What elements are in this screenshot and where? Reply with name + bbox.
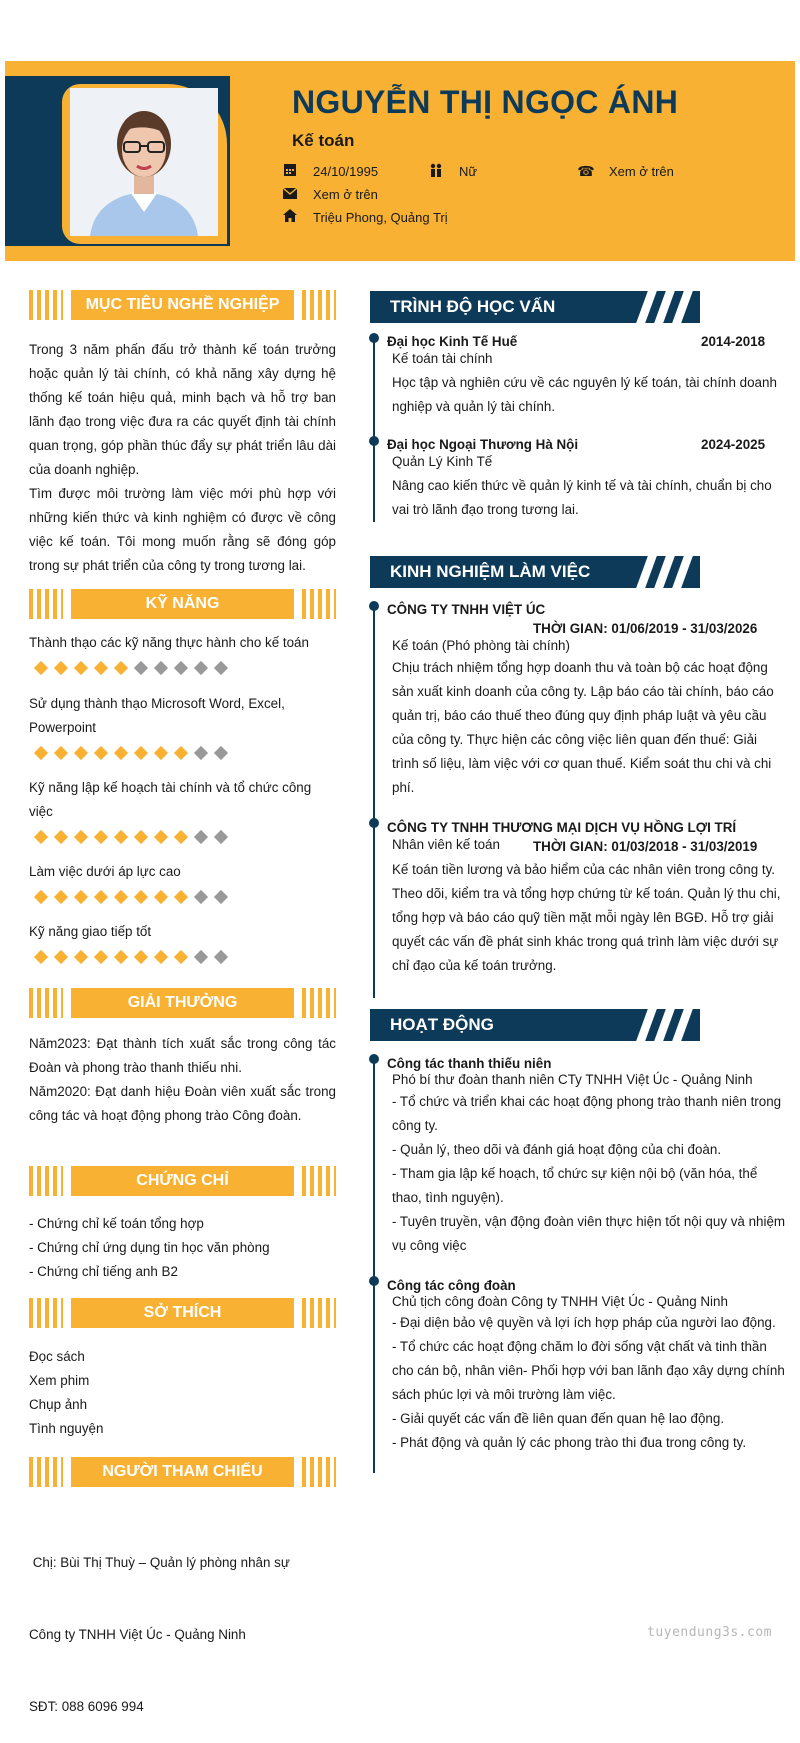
references-header <box>29 1457 336 1487</box>
rating-diamond-filled <box>94 830 107 843</box>
activity-name: Công tác thanh thiếu niên <box>387 1056 552 1071</box>
rating-diamond-filled <box>54 830 67 843</box>
skill-item <box>29 860 336 903</box>
timeline-dot <box>369 601 379 611</box>
certificates-list <box>29 1212 336 1284</box>
rating-diamond-empty <box>214 890 227 903</box>
list-item: - Giải quyết các vấn đề liên quan đến quan hệ lao động. <box>392 1411 725 1426</box>
profile-photo <box>70 88 218 236</box>
certificates-title: CHỨNG CHỈ <box>71 1166 294 1196</box>
skills-header <box>29 589 336 619</box>
watermark: tuyendung3s.com <box>647 1625 772 1640</box>
dob-row <box>281 163 378 180</box>
reference-name: Chị: Bùi Thị Thuỳ – Quản lý phòng nhân sự <box>29 1555 290 1570</box>
skill-rating <box>29 830 336 843</box>
rating-diamond-empty <box>194 830 207 843</box>
list-item: Tình nguyện <box>29 1421 104 1436</box>
rating-diamond-empty <box>214 830 227 843</box>
job-description: Kế toán tiền lương và bảo hiểm của các nhân viên trong công ty. Theo dõi, kiểm tra và tổng hợp chứng từ kế toán. Quản lý thu chi, tổng hợp và báo cáo quỹ tiền mặt mỗi ngày lên BGĐ. Hỗ trợ giải quyết các vấn đề phát sinh khác trong quá trình làm việc dưới sự chỉ đạo của kế toán trưởng. <box>392 862 781 973</box>
company-name: CÔNG TY TNHH THƯƠNG MẠI DỊCH VỤ HỒNG LỢI TRÍ <box>387 820 737 835</box>
phone-value: Xem ở trên <box>609 164 674 179</box>
activity-role: Chủ tịch công đoàn Công ty TNHH Việt Úc - Quảng Ninh <box>392 1294 728 1309</box>
award-2020: Năm2020: Đạt danh hiệu Đoàn viên xuất sắc trong công tác và hoạt động phong trào Công đoàn. <box>29 1084 336 1123</box>
school-years: 2024-2025 <box>701 437 766 452</box>
hobbies-title: SỞ THÍCH <box>71 1298 294 1328</box>
list-item: - Đại diện bảo vệ quyền và lợi ích hợp pháp của người lao động. <box>392 1315 776 1330</box>
rating-diamond-filled <box>94 746 107 759</box>
objective-header <box>29 290 336 320</box>
dob-value: 24/10/1995 <box>313 164 379 179</box>
rating-diamond-filled <box>154 950 167 963</box>
school-major: Kế toán tài chính <box>392 351 493 366</box>
company-name: CÔNG TY TNHH VIỆT ÚC <box>387 602 546 617</box>
timeline-dot <box>369 1276 379 1286</box>
timeline-dot <box>369 818 379 828</box>
list-item: - Chứng chỉ ứng dụng tin học văn phòng <box>29 1240 270 1255</box>
awards-title: GIẢI THƯỞNG <box>71 988 294 1018</box>
rating-diamond-filled <box>174 830 187 843</box>
experience-timeline <box>373 606 375 998</box>
list-item: Đọc sách <box>29 1349 85 1364</box>
skill-rating <box>29 890 336 903</box>
skill-label: Kỹ năng giao tiếp tốt <box>29 924 152 939</box>
position: Kế toán (Phó phòng tài chính) <box>392 638 570 653</box>
objective-text <box>29 338 336 578</box>
reference-phone: SĐT: 088 6096 994 <box>29 1699 144 1714</box>
skill-label: Làm việc dưới áp lực cao <box>29 864 181 879</box>
rating-diamond-filled <box>154 746 167 759</box>
email-row <box>281 186 378 202</box>
rating-diamond-empty <box>214 950 227 963</box>
list-item: - Chứng chỉ tiếng anh B2 <box>29 1264 178 1279</box>
award-2023: Năm2023: Đạt thành tích xuất sắc trong công tác Đoàn và phong trào thanh thiếu nhi. <box>29 1036 336 1075</box>
skills-title: KỸ NĂNG <box>71 589 294 619</box>
rating-diamond-filled <box>74 661 87 674</box>
rating-diamond-filled <box>114 746 127 759</box>
rating-diamond-filled <box>154 830 167 843</box>
rating-diamond-filled <box>134 950 147 963</box>
job-description: Chịu trách nhiệm tổng hợp doanh thu và toàn bộ các hoạt động sản xuất kinh doanh của công ty. Lập báo cáo tài chính, báo cáo quản trị, báo cáo thuế theo đúng quy định pháp luật và yêu cầu của công ty. Thực hiện các công việc liên quan đến thuế: Giải trình số liệu, làm việc với cơ quan thuế. Kiểm soát thu chi và chi phí. <box>392 660 774 795</box>
objective-title: MỤC TIÊU NGHỀ NGHIỆP <box>71 290 294 320</box>
activity-name: Công tác công đoàn <box>387 1278 516 1293</box>
rating-diamond-empty <box>134 661 147 674</box>
school-description: Học tập và nghiên cứu về các nguyên lý kế toán, tài chính doanh nghiệp và quản lý tài chính. <box>392 375 777 414</box>
rating-diamond-empty <box>154 661 167 674</box>
list-item: - Phát động và quản lý các phong trào thi đua trong công ty. <box>392 1435 747 1450</box>
rating-diamond-filled <box>174 746 187 759</box>
rating-diamond-empty <box>194 746 207 759</box>
skill-rating <box>29 661 336 674</box>
rating-diamond-filled <box>34 950 47 963</box>
skill-label: Thành thạo các kỹ năng thực hành cho kế toán <box>29 635 309 650</box>
skill-label: Kỹ năng lập kế hoạch tài chính và tổ chức công việc <box>29 780 312 819</box>
rating-diamond-filled <box>114 830 127 843</box>
rating-diamond-filled <box>34 661 47 674</box>
list-item: Xem phim <box>29 1373 90 1388</box>
people-icon <box>427 163 445 180</box>
skill-item <box>29 776 336 843</box>
rating-diamond-empty <box>194 950 207 963</box>
rating-diamond-filled <box>74 950 87 963</box>
candidate-name: NGUYỄN THỊ NGỌC ÁNH <box>292 84 679 120</box>
rating-diamond-filled <box>54 746 67 759</box>
skill-item <box>29 920 336 963</box>
employment-time: THỜI GIAN: 01/03/2018 - 31/03/2019 <box>533 839 758 854</box>
objective-paragraph-1: Trong 3 năm phấn đấu trở thành kế toán trưởng hoặc quản lý tài chính, có khả năng xây dựng hệ thống kế toán hiệu quả, minh bạch và hỗ trợ ban lãnh đạo trong việc đưa ra các quyết định tài chính quan trọng, góp phần thúc đẩy sự phát triển lâu dài của doanh nghiệp. <box>29 342 336 477</box>
education-title: TRÌNH ĐỘ HỌC VẤN <box>390 297 556 316</box>
rating-diamond-filled <box>114 950 127 963</box>
rating-diamond-filled <box>94 661 107 674</box>
rating-diamond-filled <box>154 890 167 903</box>
phone-icon: ☎ <box>577 163 595 179</box>
timeline-dot <box>369 1054 379 1064</box>
address-row <box>281 209 448 225</box>
list-item: - Tham gia lập kế hoạch, tổ chức sự kiện nội bộ (văn hóa, thể thao, tình nguyện). <box>392 1166 758 1205</box>
timeline-dot <box>369 333 379 343</box>
activities-timeline <box>373 1058 375 1473</box>
rating-diamond-filled <box>134 830 147 843</box>
certificates-header <box>29 1166 336 1196</box>
rating-diamond-filled <box>114 890 127 903</box>
gender-value: Nữ <box>459 164 478 179</box>
education-header <box>370 291 700 323</box>
rating-diamond-filled <box>134 890 147 903</box>
objective-paragraph-2: Tìm được môi trường làm việc mới phù hợp với những kiến thức và kinh nghiệm có được về công việc kế toán. Tôi mong muốn rằng sẽ đóng góp trong sự phát triển của công ty trong tương lai. <box>29 486 336 573</box>
experience-title: KINH NGHIỆM LÀM VIỆC <box>390 562 591 581</box>
rating-diamond-filled <box>94 950 107 963</box>
employment-time: THỜI GIAN: 01/06/2019 - 31/03/2026 <box>533 621 758 636</box>
reference-company: Công ty TNHH Việt Úc - Quảng Ninh <box>29 1627 246 1642</box>
list-item: - Tổ chức các hoạt động chăm lo đời sống vật chất và tinh thần cho cán bộ, nhân viên- Phối hợp với ban lãnh đạo xây dựng chính sách phúc lợi và môi trường làm việc. <box>392 1339 785 1402</box>
references-text <box>29 1503 336 1743</box>
activity-role: Phó bí thư đoàn thanh niên CTy TNHH Việt Úc - Quảng Ninh <box>392 1072 753 1087</box>
rating-diamond-filled <box>34 890 47 903</box>
skill-item <box>29 692 336 759</box>
list-item: - Tuyên truyền, vận động đoàn viên thực hiện tốt nội quy và nhiệm vụ công việc <box>392 1214 786 1253</box>
hobbies-header <box>29 1298 336 1328</box>
education-timeline <box>373 342 375 522</box>
rating-diamond-filled <box>74 746 87 759</box>
list-item: - Quản lý, theo dõi và đánh giá hoạt động của chi đoàn. <box>392 1142 722 1157</box>
rating-diamond-empty <box>194 661 207 674</box>
list-item: Chụp ảnh <box>29 1397 88 1412</box>
hobbies-list <box>29 1345 336 1441</box>
school-name: Đại học Ngoại Thương Hà Nội <box>387 437 579 452</box>
rating-diamond-filled <box>54 890 67 903</box>
envelope-icon <box>281 186 299 202</box>
calendar-icon <box>281 163 299 180</box>
address-value: Triệu Phong, Quảng Trị <box>313 209 448 225</box>
skill-rating <box>29 950 336 963</box>
home-icon <box>281 209 299 225</box>
rating-diamond-empty <box>214 746 227 759</box>
activity-details <box>392 1090 787 1258</box>
rating-diamond-filled <box>174 890 187 903</box>
activities-title: HOẠT ĐỘNG <box>390 1015 494 1034</box>
awards-header <box>29 988 336 1018</box>
phone-row <box>577 163 674 180</box>
skill-rating <box>29 746 336 759</box>
activities-header <box>370 1009 700 1041</box>
rating-diamond-filled <box>54 950 67 963</box>
rating-diamond-filled <box>114 661 127 674</box>
awards-text <box>29 1032 336 1128</box>
position: Nhân viên kế toán <box>392 837 500 852</box>
references-title: NGƯỜI THAM CHIẾU <box>71 1457 294 1487</box>
rating-diamond-filled <box>54 661 67 674</box>
rating-diamond-empty <box>174 661 187 674</box>
timeline-dot <box>369 436 379 446</box>
activity-details <box>392 1311 787 1455</box>
school-years: 2014-2018 <box>701 334 766 349</box>
job-title: Kế toán <box>292 131 355 150</box>
school-description: Nâng cao kiến thức về quản lý kinh tế và tài chính, chuẩn bị cho vai trò lãnh đạo trong tương lai. <box>392 478 772 517</box>
school-major: Quản Lý Kinh Tế <box>392 454 493 469</box>
rating-diamond-filled <box>74 830 87 843</box>
list-item: - Tổ chức và triển khai các hoạt động phong trào thanh niên trong công ty. <box>392 1094 782 1133</box>
rating-diamond-filled <box>134 746 147 759</box>
rating-diamond-filled <box>74 890 87 903</box>
email-value: Xem ở trên <box>313 186 378 202</box>
skill-label: Sử dụng thành thạo Microsoft Word, Excel, Powerpoint <box>29 696 285 735</box>
rating-diamond-filled <box>34 830 47 843</box>
rating-diamond-empty <box>194 890 207 903</box>
school-name: Đại học Kinh Tế Huế <box>387 334 518 349</box>
list-item: - Chứng chỉ kế toán tổng hợp <box>29 1216 204 1231</box>
rating-diamond-filled <box>174 950 187 963</box>
rating-diamond-filled <box>34 746 47 759</box>
rating-diamond-empty <box>214 661 227 674</box>
skill-item <box>29 631 336 674</box>
rating-diamond-filled <box>94 890 107 903</box>
experience-header <box>370 556 700 588</box>
gender-row <box>427 163 477 180</box>
